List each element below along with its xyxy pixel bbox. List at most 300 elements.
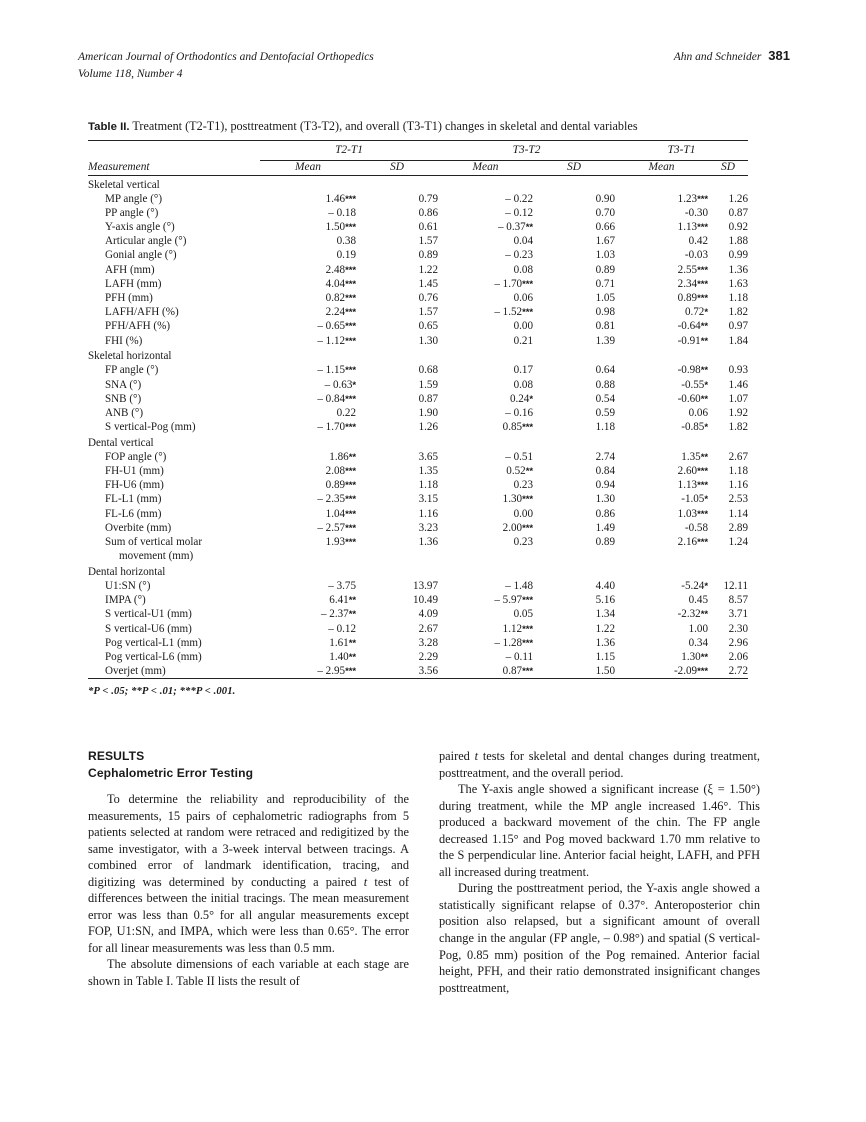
cell-value: – 2.57 [317, 521, 346, 534]
measurement-label: Gonial angle (°) [105, 249, 177, 262]
cell-t3t1-sd [708, 664, 748, 679]
cell-value: – 2.35 [317, 493, 346, 506]
table-row [88, 363, 748, 377]
paragraph: The absolute dimensions of each variable at each stage are shown in Table I. Table II lists the result of [88, 957, 409, 989]
group-header-t3t2: T3-T2 [512, 144, 541, 156]
col-header-mean-t3t2: Mean [472, 161, 499, 173]
cell-value: -0.55 [681, 378, 705, 391]
cell-value: 1.07 [728, 392, 748, 405]
cell-value: -0.60 [677, 392, 701, 405]
cell-t3t2-mean [438, 277, 533, 291]
cell-t2t1-mean [260, 192, 356, 206]
running-head [78, 48, 790, 82]
cell-value: 2.53 [728, 493, 748, 506]
cell-value: 1.23 [677, 192, 698, 205]
cell-t3t2-sd [533, 277, 615, 291]
cell-value: 3.56 [418, 665, 438, 678]
cell-t2t1-mean [260, 492, 356, 506]
cell-value: 0.86 [595, 507, 615, 520]
cell-t3t1-sd [708, 234, 748, 248]
cell-value: 0.06 [513, 292, 533, 304]
cell-t3t1-mean [615, 507, 708, 521]
cell-t3t1-sd [708, 420, 748, 434]
significance-stars: ** [700, 321, 708, 333]
cell-value: 8.57 [728, 594, 748, 607]
cell-t2t1-sd [356, 664, 438, 679]
cell-value: 2.29 [418, 650, 438, 663]
cell-value: 0.38 [336, 235, 356, 248]
cell-t2t1-sd [356, 206, 438, 220]
significance-stars: *** [345, 666, 356, 678]
cell-t2t1-mean [260, 248, 356, 262]
cell-value: 1.30 [502, 493, 523, 506]
cell-value: 0.82 [325, 292, 346, 304]
cell-t3t1-sd [708, 363, 748, 377]
cell-value: 4.09 [418, 608, 438, 621]
cell-value: 0.52 [506, 465, 526, 478]
cell-t3t2-mean [438, 248, 533, 262]
cell-value: 2.24 [325, 306, 346, 319]
paragraph: During the posttreatment period, the Y-axis angle showed a statistically significant relapse of 0.37°. Anteroposterior chin position also relapsed, but a significant amount of overall change in the angular (FP angle, – 0.98°) and spatial (S vertical-Pog, 0.85 mm) position of the Pog remained. Anterior facial height, PFH, and their ratio demonstrated insignificant changes posttreatment, [439, 881, 760, 995]
cell-value: 1.82 [728, 306, 748, 319]
cell-value: 0.87 [502, 665, 523, 678]
cephalometric-error-testing-heading: Cephalometric Error Testing [88, 766, 254, 780]
cell-t3t2-sd [533, 521, 615, 535]
measurement-label: PFH (mm) [105, 292, 153, 304]
cell-t2t1-mean [260, 319, 356, 333]
cell-t3t2-sd [533, 492, 615, 506]
cell-t2t1-mean [260, 392, 356, 406]
significance-stars: *** [345, 466, 356, 478]
cell-t3t2-sd [533, 305, 615, 319]
cell-value: 0.17 [513, 364, 533, 377]
cell-value: 2.67 [728, 450, 748, 463]
significance-stars: ** [348, 451, 356, 463]
table-row [88, 277, 748, 291]
table-row [88, 406, 748, 420]
cell-t3t2-sd [533, 333, 615, 347]
cell-value: – 1.52 [494, 306, 523, 319]
cell-t2t1-mean [260, 377, 356, 391]
measurement-label: ANB (°) [105, 406, 144, 419]
cell-t2t1-sd [356, 420, 438, 434]
cell-value: 0.88 [595, 378, 615, 391]
cell-t3t2-sd [533, 248, 615, 262]
cell-value: 1.61 [329, 636, 349, 649]
table-caption-text: Treatment (T2-T1), posttreatment (T3-T2), and overall (T3-T1) changes in skeletal and dental variables [132, 119, 638, 133]
table-row [88, 305, 748, 319]
significance-stars: *** [345, 335, 356, 347]
cell-value: -0.91 [677, 334, 701, 347]
cell-value: 0.04 [513, 235, 533, 248]
paragraph: To determine the reliability and reproducibility of the measurements, 15 pairs of cephalometric radiographs from 5 patients selected at random were retraced and redigitized by the same investigator, with a 3-week interval between tracings. A combined error of landmark identification, tracing, and digitizing was determined by conducting a paired t test of differences between the initial tracings. The mean measurement error was less than 0.5° for all angular measurements except FOP, U1:SN, and IMPA, which were less than 0.65°. The error for all linear measurements was less than 0.5 mm. [88, 792, 409, 955]
significance-stars: * [704, 580, 708, 592]
measurement-label: SNA (°) [105, 378, 142, 391]
significance-stars: * [529, 393, 533, 405]
cell-value: -0.85 [681, 421, 705, 434]
cell-t3t2-mean [438, 535, 533, 549]
cell-value: 1.40 [329, 650, 349, 663]
cell-value: – 1.48 [505, 579, 533, 592]
measurement-label: PFH/AFH (%) [105, 320, 171, 333]
measurement-label: S vertical-U1 (mm) [105, 608, 192, 621]
cell-t2t1-sd [356, 478, 438, 492]
significance-stars: * [352, 379, 356, 391]
cell-t2t1-mean [260, 478, 356, 492]
cell-t3t1-sd [708, 192, 748, 206]
table-row [88, 392, 748, 406]
cell-value: 0.89 [677, 292, 698, 304]
cell-t3t1-sd [708, 291, 748, 305]
cell-t3t1-mean [615, 291, 708, 305]
significance-stars: *** [697, 222, 708, 234]
cell-t2t1-mean [260, 220, 356, 234]
cell-t2t1-mean [260, 406, 356, 420]
significance-stars: ** [700, 651, 708, 663]
significance-stars: ** [525, 222, 533, 234]
cell-value: 1.36 [595, 636, 615, 649]
cell-value: 0.87 [728, 206, 748, 219]
cell-value: -5.24 [681, 579, 705, 592]
significance-stars: ** [348, 595, 356, 607]
cell-value: 2.16 [677, 536, 698, 548]
cell-t3t1-mean [615, 377, 708, 391]
cell-t2t1-sd [356, 333, 438, 347]
significance-stars: *** [345, 494, 356, 506]
significance-stars: *** [522, 623, 533, 635]
cell-value: 13.97 [413, 579, 438, 592]
cell-t2t1-mean [260, 263, 356, 277]
cell-value: – 5.97 [494, 594, 523, 607]
significance-stars: *** [522, 422, 533, 434]
table-section-row [88, 348, 748, 364]
cell-value: 3.65 [418, 450, 438, 463]
cell-value: 1.30 [595, 493, 615, 506]
cell-t3t2-sd [533, 406, 615, 420]
cell-t3t1-sd [708, 464, 748, 478]
measurement-label: LAFH/AFH (%) [105, 306, 179, 319]
measurement-label: FH-U6 (mm) [105, 479, 164, 492]
cell-value: -0.64 [677, 320, 701, 333]
cell-value: 6.41 [329, 594, 349, 607]
cell-t3t1-sd [708, 621, 748, 635]
cell-t3t1-mean [615, 305, 708, 319]
cell-t3t2-mean [438, 406, 533, 420]
cell-value: 0.45 [688, 594, 708, 607]
cell-t3t1-mean [615, 248, 708, 262]
cell-t3t1-sd [708, 607, 748, 621]
table-row [88, 607, 748, 621]
cell-t3t1-sd [708, 392, 748, 406]
cell-value: 1.35 [418, 465, 438, 478]
cell-t3t1-mean [615, 220, 708, 234]
cell-t3t2-sd [533, 377, 615, 391]
cell-t2t1-sd [356, 492, 438, 506]
table-row [88, 650, 748, 664]
cell-t3t2-sd [533, 206, 615, 220]
significance-stars: ** [348, 609, 356, 621]
cell-t3t2-mean [438, 392, 533, 406]
significance-stars: *** [345, 365, 356, 377]
cell-t3t1-sd [708, 406, 748, 420]
cell-t3t1-sd [708, 535, 748, 549]
significance-stars: *** [697, 480, 708, 492]
table-label: Table II. [88, 121, 130, 133]
cell-value: -1.05 [681, 493, 705, 506]
significance-stars: *** [345, 264, 356, 276]
cell-t3t2-mean [438, 664, 533, 679]
results-table [88, 140, 748, 681]
cell-value: 0.24 [509, 392, 530, 405]
table-row [88, 579, 748, 593]
cell-value: 1.26 [418, 421, 438, 434]
cell-value: 0.90 [595, 192, 615, 205]
cell-t3t1-mean [615, 521, 708, 535]
cell-t3t2-sd [533, 650, 615, 664]
significance-stars: *** [345, 422, 356, 434]
cell-value: 1.50 [595, 665, 615, 678]
col-header-sd-t2t1: SD [390, 161, 404, 173]
table-column-header-row [88, 161, 748, 174]
cell-value: 1.18 [728, 292, 748, 304]
significance-stars: *** [345, 307, 356, 319]
cell-t2t1-sd [356, 535, 438, 549]
cell-value: 1.49 [595, 521, 615, 534]
table-section-label: Dental horizontal [88, 565, 166, 578]
significance-stars: *** [345, 537, 356, 548]
measurement-label-continuation: movement (mm) [119, 550, 194, 563]
cell-t3t2-mean [438, 319, 533, 333]
table-row [88, 450, 748, 464]
cell-value: 1.67 [595, 235, 615, 248]
cell-value: 0.97 [728, 320, 748, 333]
significance-stars: *** [697, 193, 708, 205]
significance-stars: *** [697, 264, 708, 276]
cell-value: 1.18 [728, 465, 748, 478]
significance-stars: ** [700, 609, 708, 621]
cell-value: 1.84 [728, 334, 748, 347]
cell-t3t2-mean [438, 650, 533, 664]
measurement-label: Sum of vertical molar [105, 536, 203, 548]
cell-t3t1-sd [708, 507, 748, 521]
cell-t3t1-mean [615, 664, 708, 679]
cell-value: 1.16 [728, 479, 748, 492]
cell-value: 0.70 [595, 206, 615, 219]
cell-value: – 0.18 [328, 206, 356, 219]
cell-value: 0.64 [595, 364, 615, 377]
cell-value: 1.45 [418, 277, 438, 290]
cell-value: 1.03 [595, 249, 615, 262]
cell-value: 0.22 [336, 406, 356, 419]
cell-t2t1-sd [356, 406, 438, 420]
cell-value: – 0.16 [505, 406, 533, 419]
cell-t2t1-mean [260, 420, 356, 434]
cell-t3t1-mean [615, 392, 708, 406]
cell-value: 1.05 [595, 292, 615, 304]
cell-value: 2.34 [677, 277, 698, 290]
cell-t3t1-sd [708, 478, 748, 492]
col-header-sd-t3t2: SD [567, 161, 581, 173]
cell-value: 0.72 [684, 306, 705, 319]
cell-t3t1-sd [708, 521, 748, 535]
cell-value: 0.76 [418, 292, 438, 304]
cell-t3t2-mean [438, 192, 533, 206]
significance-stars: *** [697, 293, 708, 304]
measurement-label: Pog vertical-L6 (mm) [105, 650, 202, 663]
cell-t2t1-sd [356, 192, 438, 206]
cell-value: 1.22 [595, 622, 615, 635]
cell-value: – 1.70 [494, 277, 523, 290]
measurement-label: MP angle (°) [105, 192, 163, 205]
cell-value: 1.15 [595, 650, 615, 663]
cell-value: – 0.23 [505, 249, 533, 262]
significance-stars: ** [700, 365, 708, 377]
cell-t3t1-mean [615, 363, 708, 377]
table-row [88, 420, 748, 434]
measurement-label: PP angle (°) [105, 206, 159, 219]
cell-value: 0.94 [595, 479, 615, 492]
cell-value: 0.34 [688, 636, 708, 649]
cell-t2t1-mean [260, 277, 356, 291]
significance-stars: ** [700, 335, 708, 347]
cell-value: 12.11 [723, 579, 748, 592]
measurement-label: IMPA (°) [105, 594, 146, 607]
cell-t2t1-mean [260, 450, 356, 464]
cell-t2t1-mean [260, 206, 356, 220]
cell-value: 1.03 [677, 507, 698, 520]
col-header-measurement: Measurement [88, 161, 150, 173]
measurement-label: Pog vertical-L1 (mm) [105, 636, 202, 649]
cell-value: 1.46 [325, 192, 346, 205]
cell-t3t2-sd [533, 464, 615, 478]
cell-t3t2-mean [438, 521, 533, 535]
cell-t2t1-mean [260, 305, 356, 319]
measurement-label: FL-L1 (mm) [105, 493, 162, 506]
cell-value: – 0.65 [317, 320, 346, 333]
cell-value: 2.48 [325, 263, 346, 276]
cell-t3t1-sd [708, 277, 748, 291]
cell-t3t1-mean [615, 478, 708, 492]
cell-value: 0.87 [418, 392, 438, 405]
cell-value: 0.19 [336, 249, 356, 262]
cell-value: 1.13 [677, 221, 698, 234]
cell-t3t2-sd [533, 450, 615, 464]
cell-value: 3.28 [418, 636, 438, 649]
measurement-label: FHI (%) [105, 334, 143, 347]
cell-value: 1.35 [681, 450, 701, 463]
cell-value: 1.36 [728, 263, 748, 276]
cell-t3t2-sd [533, 579, 615, 593]
cell-value: 0.00 [513, 507, 533, 520]
cell-t3t1-sd [708, 492, 748, 506]
measurement-label: AFH (mm) [105, 263, 155, 276]
table-section-label: Dental vertical [88, 436, 154, 449]
table-row [88, 248, 748, 262]
significance-stars: * [704, 379, 708, 391]
cell-t3t2-mean [438, 291, 533, 305]
cell-value: 1.24 [728, 536, 748, 548]
cell-t3t1-mean [615, 593, 708, 607]
col-header-mean-t3t1: Mean [648, 161, 675, 173]
significance-stars: *** [345, 222, 356, 234]
cell-value: 1.46 [728, 378, 748, 391]
cell-value: 0.89 [595, 536, 615, 548]
cell-value: 1.50 [325, 221, 346, 234]
cell-t3t1-mean [615, 319, 708, 333]
cell-t3t2-sd [533, 192, 615, 206]
cell-value: 5.16 [595, 594, 615, 607]
table-row [88, 220, 748, 234]
cell-value: 1.59 [418, 378, 438, 391]
cell-value: 1.86 [329, 450, 349, 463]
cell-t2t1-sd [356, 593, 438, 607]
cell-value: 1.57 [418, 306, 438, 319]
cell-t3t2-mean [438, 377, 533, 391]
cell-value: 0.85 [502, 421, 523, 434]
cell-t2t1-mean [260, 579, 356, 593]
cell-value: – 0.63 [324, 378, 353, 391]
cell-value: 2.96 [728, 636, 748, 649]
cell-value: -0.58 [684, 521, 708, 534]
col-header-mean-t2t1: Mean [295, 161, 321, 173]
measurement-label: FOP angle (°) [105, 450, 167, 463]
cell-t2t1-mean [260, 507, 356, 521]
cell-value: 0.08 [513, 263, 533, 276]
table-caption [88, 118, 748, 135]
cell-t2t1-sd [356, 319, 438, 333]
cell-t2t1-mean [260, 291, 356, 305]
cell-value: 1.36 [418, 536, 438, 548]
cell-value: -2.32 [677, 608, 701, 621]
cell-t3t2-mean [438, 263, 533, 277]
cell-t3t2-sd [533, 636, 615, 650]
body-column-right [439, 748, 760, 996]
col-header-sd-t3t1: SD [721, 161, 735, 173]
measurement-label: U1:SN (°) [105, 579, 151, 592]
cell-value: – 1.15 [317, 364, 346, 377]
table-row [88, 593, 748, 607]
cell-t2t1-sd [356, 220, 438, 234]
cell-t3t1-mean [615, 607, 708, 621]
measurement-label: FL-L6 (mm) [105, 507, 162, 520]
cell-value: 1.14 [728, 507, 748, 520]
significance-stars: *** [697, 666, 708, 678]
cell-t3t1-mean [615, 234, 708, 248]
significance-stars: *** [697, 508, 708, 520]
significance-stars: *** [345, 508, 356, 520]
cell-value: 2.08 [325, 465, 346, 478]
cell-value: 1.13 [677, 479, 698, 492]
cell-value: 0.71 [595, 277, 615, 290]
volume-issue: Volume 118, Number 4 [78, 67, 183, 80]
table-section-row [88, 563, 748, 579]
table-row [88, 333, 748, 347]
measurement-label: FH-U1 (mm) [105, 465, 164, 478]
cell-t3t1-mean [615, 535, 708, 549]
cell-value: – 0.37 [497, 221, 526, 234]
cell-value: 1.93 [325, 536, 346, 548]
cell-t2t1-sd [356, 621, 438, 635]
cell-value: 2.55 [677, 263, 698, 276]
cell-value: 1.18 [418, 479, 438, 492]
table-row [88, 234, 748, 248]
table-row [88, 192, 748, 206]
cell-value: 4.04 [325, 277, 346, 290]
cell-t2t1-sd [356, 636, 438, 650]
cell-value: 1.12 [502, 622, 523, 635]
cell-value: -0.30 [684, 206, 708, 219]
cell-value: 0.54 [595, 392, 615, 405]
